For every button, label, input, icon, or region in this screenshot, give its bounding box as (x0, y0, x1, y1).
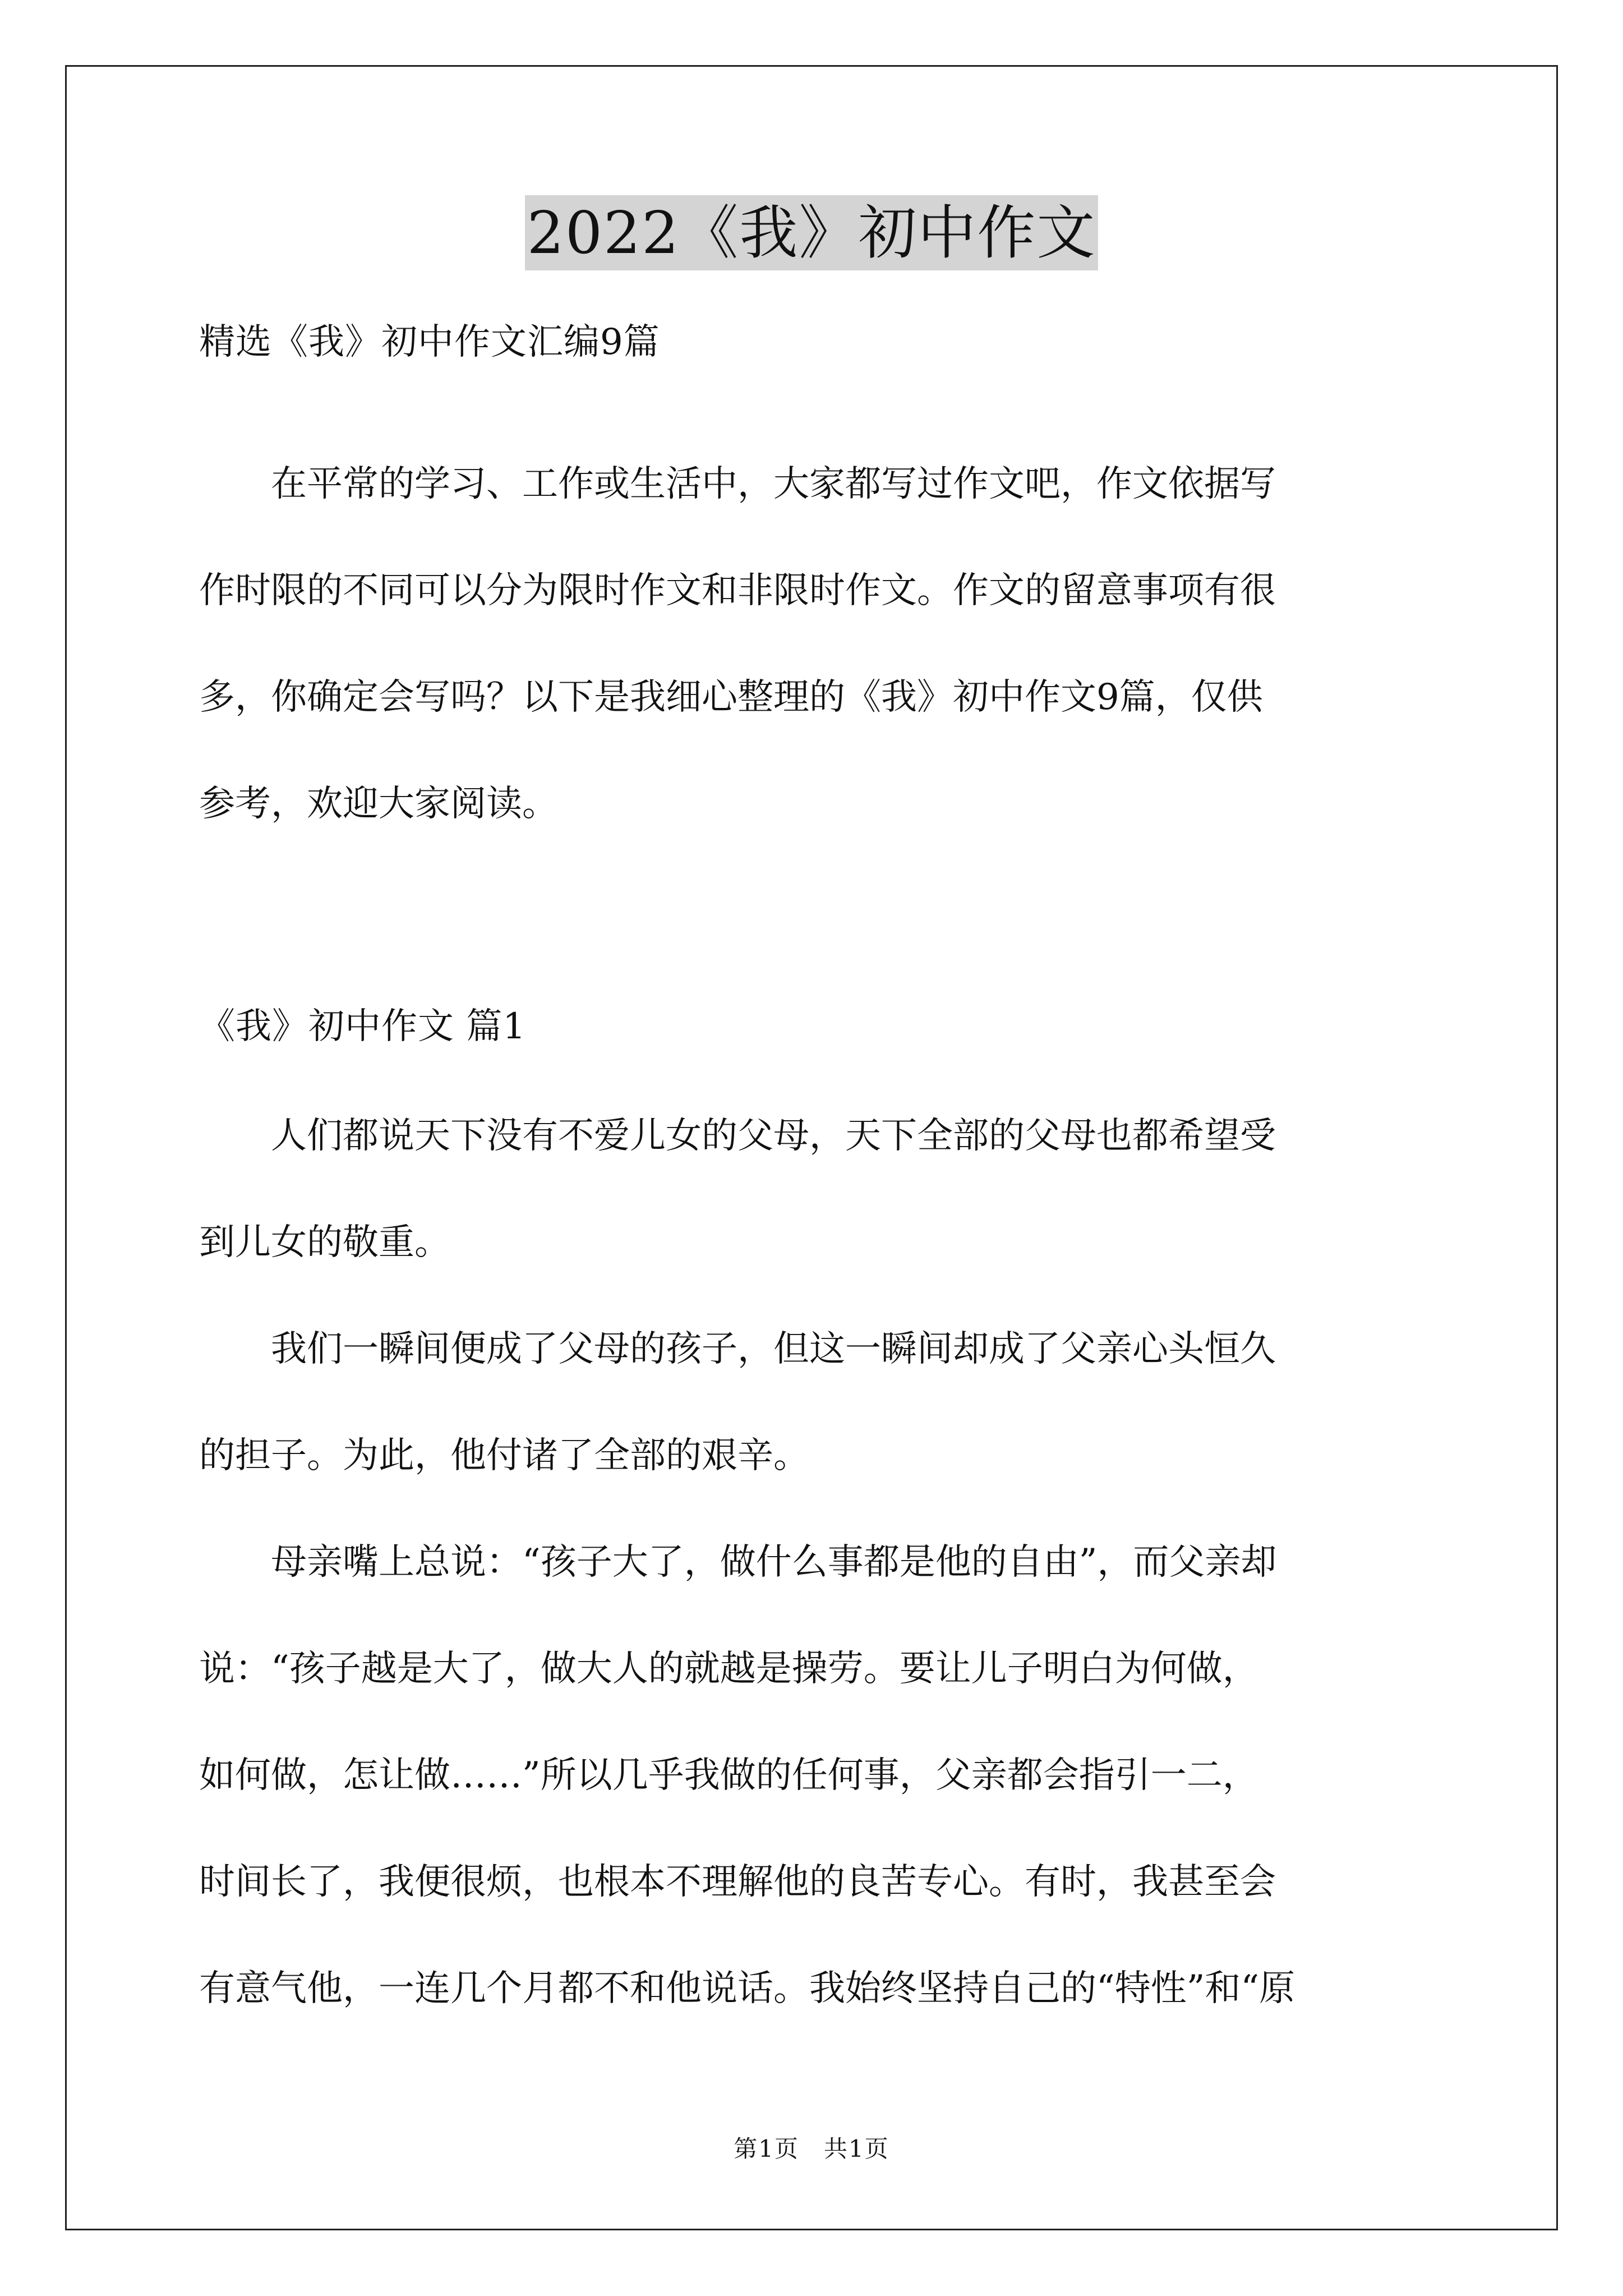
body-line: 的担子。为此，他付诸了全部的艰辛。 (199, 1435, 809, 1476)
intro-line: 作时限的不同可以分为限时作文和非限时作文。作文的留意事项有很 (199, 570, 1276, 611)
intro-line: 参考，欢迎大家阅读。 (199, 783, 558, 825)
intro-line: 在平常的学习、工作或生活中，大家都写过作文吧，作文依据写 (199, 463, 1276, 505)
document-subtitle: 精选《我》初中作文汇编9篇 (199, 321, 660, 363)
body-line: 母亲嘴上总说：“孩子大了，做什么事都是他的自由”，而父亲却 (199, 1542, 1277, 1583)
body-line: 如何做，怎让做……”所以几乎我做的任何事，父亲都会指引一二， (199, 1755, 1258, 1796)
body-line: 人们都说天下没有不爱儿女的父母，天下全部的父母也都希望受 (199, 1115, 1276, 1157)
body-line: 说：“孩子越是大了，做大人的就越是操劳。要让儿子明白为何做， (199, 1648, 1258, 1690)
title-container (0, 195, 1623, 270)
body-line: 我们一瞬间便成了父母的孩子，但这一瞬间却成了父亲心头恒久 (199, 1328, 1276, 1370)
body-line: 有意气他，一连几个月都不和他说话。我始终坚持自己的“特性”和“原 (199, 1968, 1295, 2009)
body-line: 时间长了，我便很烦，也根本不理解他的良苦专心。有时，我甚至会 (199, 1861, 1276, 1903)
body-line: 到儿女的敬重。 (199, 1222, 450, 1263)
document-title: 2022《我》初中作文 (525, 195, 1099, 270)
section-heading: 《我》初中作文 篇1 (199, 1006, 527, 1047)
page-footer: 第1页 共1页 (734, 2135, 889, 2162)
intro-line: 多，你确定会写吗？以下是我细心整理的《我》初中作文9篇，仅供 (199, 677, 1263, 718)
